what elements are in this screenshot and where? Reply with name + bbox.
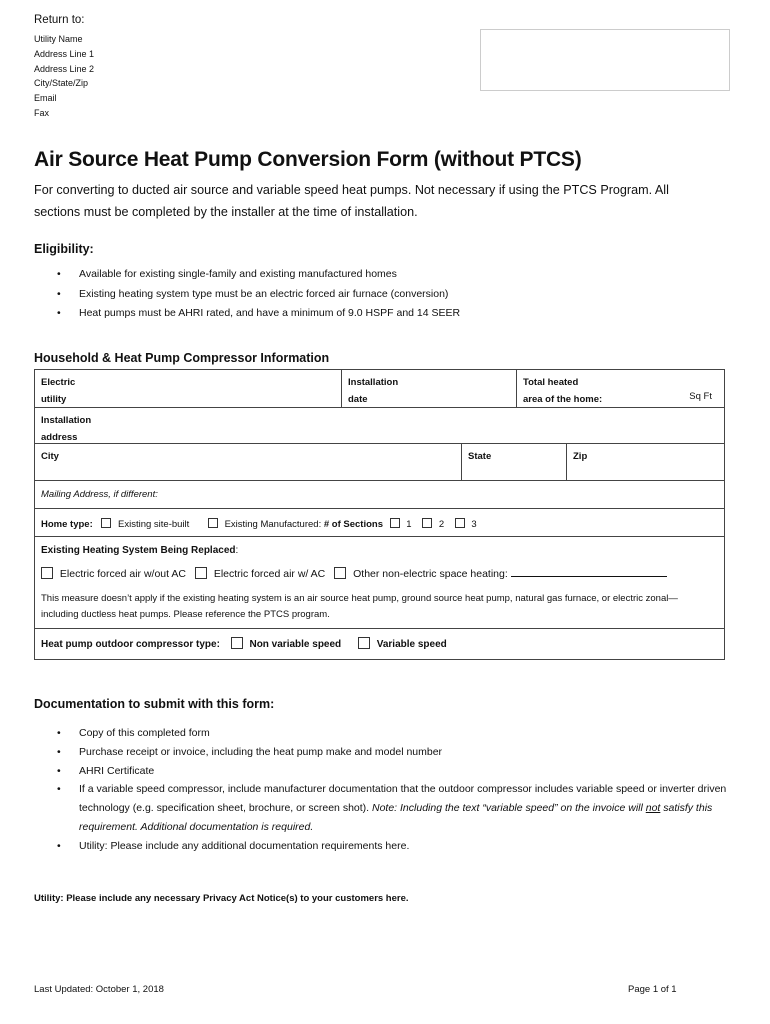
- compressor-type-row: [35, 629, 724, 659]
- sections-label: # of Sections: [323, 519, 383, 530]
- section-1-label: 1: [406, 519, 412, 530]
- installation-address-label: Installation: [41, 415, 92, 426]
- section-2-checkbox[interactable]: [422, 518, 432, 528]
- intro-text: For converting to ducted air source and variable speed heat pumps. Not necessary if using the PTCS Program. All sections must be completed by the installer at the time of installation.: [34, 183, 669, 219]
- non-variable-checkbox[interactable]: [231, 637, 243, 649]
- variable-speed-note: Note: Including the text “variable speed” on the invoice will: [372, 802, 646, 815]
- list-item: • Heat pumps must be AHRI rated, and have a minimum of 9.0 HSPF and 14 SEER: [34, 304, 460, 324]
- site-built-label: Existing site-built: [118, 519, 190, 530]
- eligibility-heading: Eligibility:: [34, 242, 94, 256]
- list-item: • Purchase receipt or invoice, including the heat pump make and model number: [34, 743, 734, 762]
- variable-speed-checkbox[interactable]: [358, 637, 370, 649]
- installation-date-label: Installation: [348, 377, 399, 388]
- mailing-address-label: Mailing Address, if different:: [41, 489, 158, 500]
- with-ac-checkbox[interactable]: [195, 567, 207, 579]
- household-heading: Household & Heat Pump Compressor Information: [34, 351, 330, 365]
- site-built-checkbox[interactable]: [101, 518, 111, 528]
- electric-utility-field[interactable]: [35, 370, 341, 407]
- documentation-list: [34, 724, 734, 856]
- address-line-2: Address Line 2: [34, 63, 95, 74]
- last-updated: Last Updated: October 1, 2018: [34, 984, 164, 995]
- with-ac-label: Electric forced air w/ AC: [213, 567, 326, 580]
- electric-utility-label: Electric: [41, 377, 76, 388]
- eligibility-list: [34, 265, 460, 324]
- utility-logo-box: [480, 29, 730, 91]
- form-row-city: [35, 444, 724, 481]
- total-heated-label-2: area of the home:: [523, 393, 603, 405]
- compressor-type-label: Heat pump outdoor compressor type:: [41, 639, 220, 650]
- list-item: • Existing heating system type must be an electric forced air furnace (conversion): [34, 285, 460, 305]
- variable-speed-note-end: satisfy this requirement. Additional documentation is required.: [79, 802, 713, 833]
- variable-speed-doc-text: If a variable speed compressor, include manufacturer documentation that the outdoor compressor includes variable speed or inverter driven technology (e.g. specification sheet, brochure, or screen shot).: [79, 783, 727, 815]
- home-type-label: Home type:: [41, 519, 93, 530]
- list-item: • AHRI Certificate: [34, 762, 734, 781]
- existing-heating-colon: :: [235, 545, 239, 556]
- section-1-checkbox[interactable]: [390, 518, 400, 528]
- total-heated-area-field[interactable]: [516, 370, 724, 407]
- section-3-checkbox[interactable]: [455, 518, 465, 528]
- sqft-unit: Sq Ft: [689, 391, 712, 402]
- state-field[interactable]: [461, 444, 566, 480]
- variable-speed-label: Variable speed: [376, 639, 447, 650]
- household-form-table: [34, 369, 725, 660]
- mailing-address-field[interactable]: [35, 481, 724, 509]
- manufactured-checkbox[interactable]: [208, 518, 218, 528]
- fax-line: Fax: [34, 107, 50, 118]
- exclusion-note: This measure doesn’t apply if the existing heating system is an air source heat pump, ground source heat pump, natural gas furnace, or electric zonal—including ductless heat pumps. Please reference the PTCS program.: [41, 592, 678, 620]
- other-heating-checkbox[interactable]: [334, 567, 346, 579]
- city-label: City: [41, 451, 59, 462]
- list-item: [34, 780, 734, 836]
- installation-address-field[interactable]: [35, 408, 724, 444]
- page-title: Air Source Heat Pump Conversion Form (without PTCS): [34, 148, 582, 171]
- installation-date-field[interactable]: [341, 370, 516, 407]
- list-item: • Utility: Please include any additional documentation requirements here.: [34, 837, 734, 856]
- manufactured-label: Existing Manufactured:: [224, 519, 322, 530]
- without-ac-label: Electric forced air w/out AC: [59, 567, 186, 580]
- city-field[interactable]: [35, 444, 461, 480]
- section-3-label: 3: [471, 519, 477, 530]
- form-row-utility: [35, 370, 724, 408]
- other-heating-label: Other non-electric space heating:: [353, 567, 508, 580]
- utility-name-line: Utility Name: [34, 34, 83, 44]
- page-number: Page 1 of 1: [628, 984, 677, 995]
- total-heated-label: Total heated: [523, 377, 579, 388]
- section-2-label: 2: [438, 519, 445, 530]
- privacy-notice: Utility: Please include any necessary Privacy Act Notice(s) to your customers here.: [34, 893, 409, 904]
- existing-heating-label: Existing Heating System Being Replaced: [41, 545, 236, 556]
- non-variable-label: Non variable speed: [249, 639, 342, 650]
- zip-label: Zip: [573, 451, 588, 462]
- existing-heating-row: [35, 537, 724, 629]
- list-item: • Available for existing single-family and existing manufactured homes: [34, 265, 460, 285]
- address-line-1: Address Line 1: [34, 48, 95, 59]
- other-heating-input[interactable]: [511, 566, 667, 577]
- without-ac-checkbox[interactable]: [41, 567, 53, 579]
- documentation-heading: Documentation to submit with this form:: [34, 697, 275, 711]
- return-label: Return to:: [34, 14, 85, 26]
- zip-field[interactable]: [566, 444, 724, 480]
- electric-utility-label-2: utility: [41, 393, 67, 405]
- email-line: Email: [34, 93, 57, 104]
- not-emphasis: not: [645, 802, 661, 815]
- installation-address-label-2: address: [41, 431, 78, 443]
- installation-date-label-2: date: [348, 393, 368, 405]
- list-item: • Copy of this completed form: [34, 724, 734, 743]
- state-label: State: [468, 451, 492, 462]
- return-address-block: [34, 14, 94, 121]
- city-state-zip-line: City/State/Zip: [34, 78, 89, 89]
- home-type-row: [35, 509, 724, 537]
